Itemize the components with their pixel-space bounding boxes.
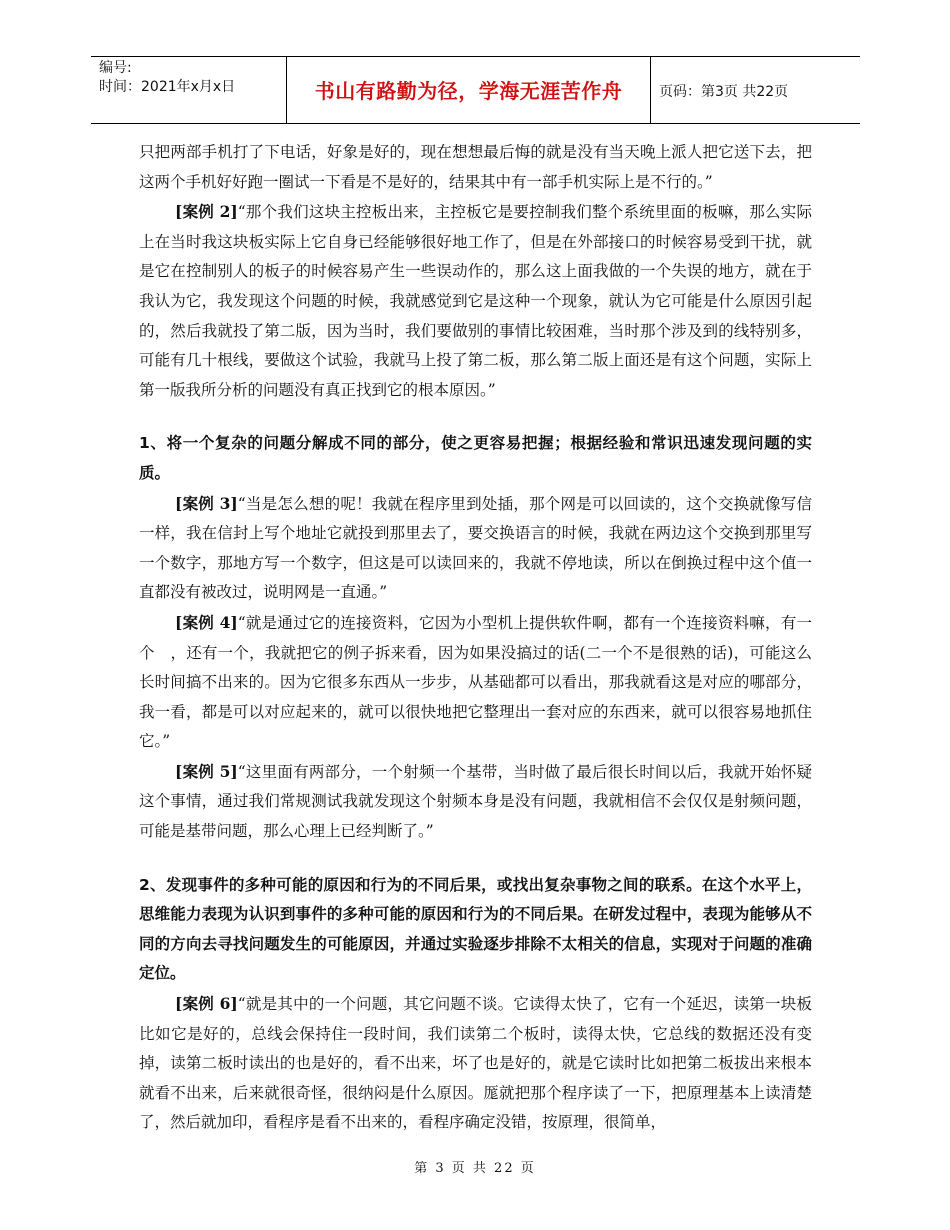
case-paragraph — [139, 989, 812, 1138]
case-label: [案例 4] — [175, 612, 238, 632]
case-label: [案例 3] — [175, 493, 238, 513]
number-label: 编号: — [99, 60, 132, 76]
header-page-info: 页码：第3页 共22页 — [659, 84, 789, 100]
case-label: [案例 5] — [175, 761, 238, 781]
section-heading: 1、将一个复杂的问题分解成不同的部分，使之更容易把握；根据经验和常识迅速发现问题的实质。 — [139, 434, 812, 482]
body-paragraph — [139, 138, 812, 197]
page-footer: 第 3 页 共 22 页 — [414, 1161, 536, 1176]
case-paragraph — [139, 489, 812, 608]
section-heading: 2、发现事件的多种可能的原因和行为的不同后果，或找出复杂事物之间的联系。在这个水平上，思维能力表现为认识到事件的多种可能的原因和行为的不同后果。在研发过程中，表现为能够从不同的方向去寻找问题发生的可能原因，并通过实验逐步排除不太相关的信息，实现对于问题的准确定位。 — [139, 875, 812, 983]
case-text: “这里面有两部分，一个射频一个基带，当时做了最后很长时间以后，我就开始怀疑这个事情，通过我们常规测试我就发现这个射频本身是没有问题，我就相信不会仅仅是射频问题，可能是基带问题，那么心理上已经判断了。” — [139, 762, 812, 841]
case-text: “就是通过它的连接资料，它因为小型机上提供软件啊，都有一个连接资料嘛，有一个 ，还有一个，我就把它的例子拆来看，因为如果没搞过的话(二一个不是很熟的话)，可能这么长时间搞不出来的。因为它很多东西从一步步，从基础都可以看出，那我就看这是对应的哪部分，我一看，都是可以对应起来的，就可以很快地把它整理出一套对应的东西来，就可以很容易地抓住它。” — [139, 613, 812, 751]
case-paragraph — [139, 757, 812, 847]
case-text: “就是其中的一个问题，其它问题不谈。它读得太快了，它有一个延迟，读第一块板比如它是好的，总线会保持住一段时间，我们读第二个板时，读得太快，它总线的数据还没有变掉，读第二板时读出的也是好的，看不出来，坏了也是好的，就是它读时比如把第二板拔出来根本就看不出来，后来就很奇怪，很纳闷是什么原因。厖就把那个程序读了一下，把原理基本上读清楚了，然后就加印，看程序是看不出来的，看程序确定没错，按原理，很简单， — [139, 995, 812, 1132]
paragraph-text: 只把两部手机打了下电话，好象是好的，现在想想最后悔的就是没有当天晚上派人把它送下去，把这两个手机好好跑一圈试一下看是不是好的，结果其中有一部手机实际上是不行的。” — [139, 143, 812, 191]
time-label: 时间：2021年x月x日 — [99, 79, 236, 95]
case-text: “当是怎么想的呢！我就在程序里到处插，那个网是可以回读的，这个交换就像写信一样，我在信封上写个地址它就投到那里去了，要交换语言的时候，我就在两边这个交换到那里写一个数字，那地方写一个数字，但这是可以读回来的，我就不停地读，所以在倒换过程中这个值一直都没有被改过，说明网是一直通。” — [139, 494, 812, 602]
case-label: [案例 6] — [175, 994, 238, 1014]
header-meta — [99, 59, 279, 97]
document-body — [139, 138, 812, 1138]
case-paragraph — [139, 197, 812, 405]
header-motto: 书山有路勤为径，学海无涯苦作舟 — [314, 79, 623, 103]
case-paragraph — [139, 608, 812, 757]
case-text: “那个我们这块主控板出来，主控板它是要控制我们整个系统里面的板嘛，那么实际上在当时我这块板实际上它自身已经能够很好地工作了，但是在外部接口的时候容易受到干扰，就是它在控制别人的板子的时候容易产生一些误动作的，那么这上面我做的一个失误的地方，就在于我认为它，我发现这个问题的时候，我就感觉到它是这种一个现象，就认为它可能是什么原因引起的，然后我就投了第二版，因为当时，我们要做别的事情比较困难，当时那个涉及到的线特别多，可能有几十根线，要做这个试验，我就马上投了第二板，那么第二版上面还是有这个问题，实际上第一版我所分析的问题没有真正找到它的根本原因。” — [139, 203, 812, 399]
case-label: [案例 2] — [175, 202, 238, 222]
header-divider — [650, 57, 651, 123]
page-header — [91, 56, 860, 124]
